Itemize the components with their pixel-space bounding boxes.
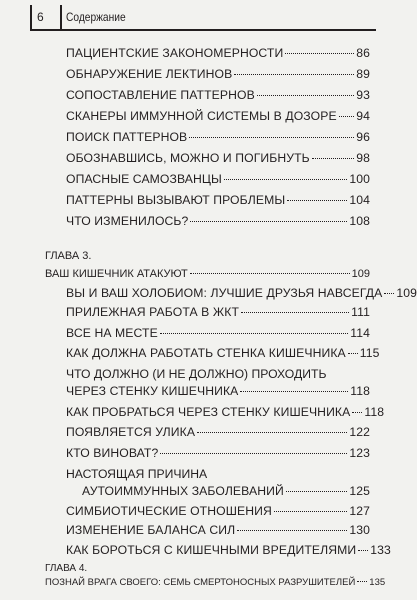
toc-entry[interactable]: ПОИСК ПАТТЕРНОВ 96 xyxy=(66,130,370,144)
toc-entry[interactable]: ОБНАРУЖЕНИЕ ЛЕКТИНОВ 89 xyxy=(66,67,370,81)
toc-entry[interactable]: ЧЕРЕЗ СТЕНКУ КИШЕЧНИКА 118 xyxy=(66,384,370,398)
toc-entry[interactable]: ОПАСНЫЕ САМОЗВАНЦЫ 100 xyxy=(66,172,370,186)
chapter-entry[interactable]: ВАШ КИШЕЧНИК АТАКУЮТ 109 xyxy=(45,268,370,280)
toc-entry[interactable]: КАК БОРОТЬСЯ С КИШЕЧНЫМИ ВРЕДИТЕЛЯМИ 133 xyxy=(66,543,391,557)
header-left-rule xyxy=(30,5,32,29)
toc-entry[interactable]: ВСЕ НА МЕСТЕ 114 xyxy=(66,326,370,340)
running-title: Содержание xyxy=(66,10,126,24)
toc-entry[interactable]: ПАТТЕРНЫ ВЫЗЫВАЮТ ПРОБЛЕМЫ 104 xyxy=(66,193,370,207)
page-number: 6 xyxy=(37,10,44,24)
toc-entry[interactable]: ИЗМЕНЕНИЕ БАЛАНСА СИЛ 130 xyxy=(66,523,370,537)
chapter-entry[interactable]: ПОЗНАЙ ВРАГА СВОЕГО: СЕМЬ СМЕРТОНОСНЫХ РАЗРУШИТЕЛЕЙ 135 xyxy=(45,577,386,588)
toc-entry-line[interactable]: НАСТОЯЩАЯ ПРИЧИНА xyxy=(66,467,208,481)
toc-entry[interactable]: ВЫ И ВАШ ХОЛОБИОМ: ЛУЧШИЕ ДРУЗЬЯ НАВСЕГДА 109 xyxy=(66,286,417,300)
toc-entry[interactable]: ПОЯВЛЯЕТСЯ УЛИКА 122 xyxy=(66,425,370,439)
toc-entry[interactable]: СКАНЕРЫ ИММУННОЙ СИСТЕМЫ В ДОЗОРЕ 94 xyxy=(66,109,370,123)
toc-entry[interactable]: ПРИЛЕЖНАЯ РАБОТА В ЖКТ 111 xyxy=(66,305,370,319)
page-header xyxy=(0,0,400,32)
toc-entry[interactable]: КАК ПРОБРАТЬСЯ ЧЕРЕЗ СТЕНКУ КИШЕЧНИКА 118 xyxy=(66,405,385,419)
header-underline xyxy=(30,29,376,31)
toc-entry[interactable]: ОБОЗНАВШИСЬ, МОЖНО И ПОГИБНУТЬ 98 xyxy=(66,151,370,165)
toc-entry[interactable]: ЧТО ИЗМЕНИЛОСЬ? 108 xyxy=(66,214,370,228)
toc-entry[interactable]: КТО ВИНОВАТ? 123 xyxy=(66,446,370,460)
toc-entry[interactable]: КАК ДОЛЖНА РАБОТАТЬ СТЕНКА КИШЕЧНИКА 115 xyxy=(66,346,380,360)
toc-entry[interactable]: СИМБИОТИЧЕСКИЕ ОТНОШЕНИЯ 127 xyxy=(66,504,370,518)
toc-entry[interactable]: ПАЦИЕНТСКИЕ ЗАКОНОМЕРНОСТИ 86 xyxy=(66,46,370,60)
header-divider xyxy=(60,5,62,29)
chapter-4-section xyxy=(0,561,400,599)
toc-entry-line[interactable]: ЧТО ДОЛЖНО (И НЕ ДОЛЖНО) ПРОХОДИТЬ xyxy=(66,367,327,381)
toc-entry[interactable]: СОПОСТАВЛЕНИЕ ПАТТЕРНОВ 93 xyxy=(66,88,370,102)
toc-entry[interactable]: АУТОИММУННЫХ ЗАБОЛЕВАНИЙ 125 xyxy=(82,484,370,498)
chapter-label: ГЛАВА 4. xyxy=(45,563,88,574)
chapter-label: ГЛАВА 3. xyxy=(45,250,92,262)
